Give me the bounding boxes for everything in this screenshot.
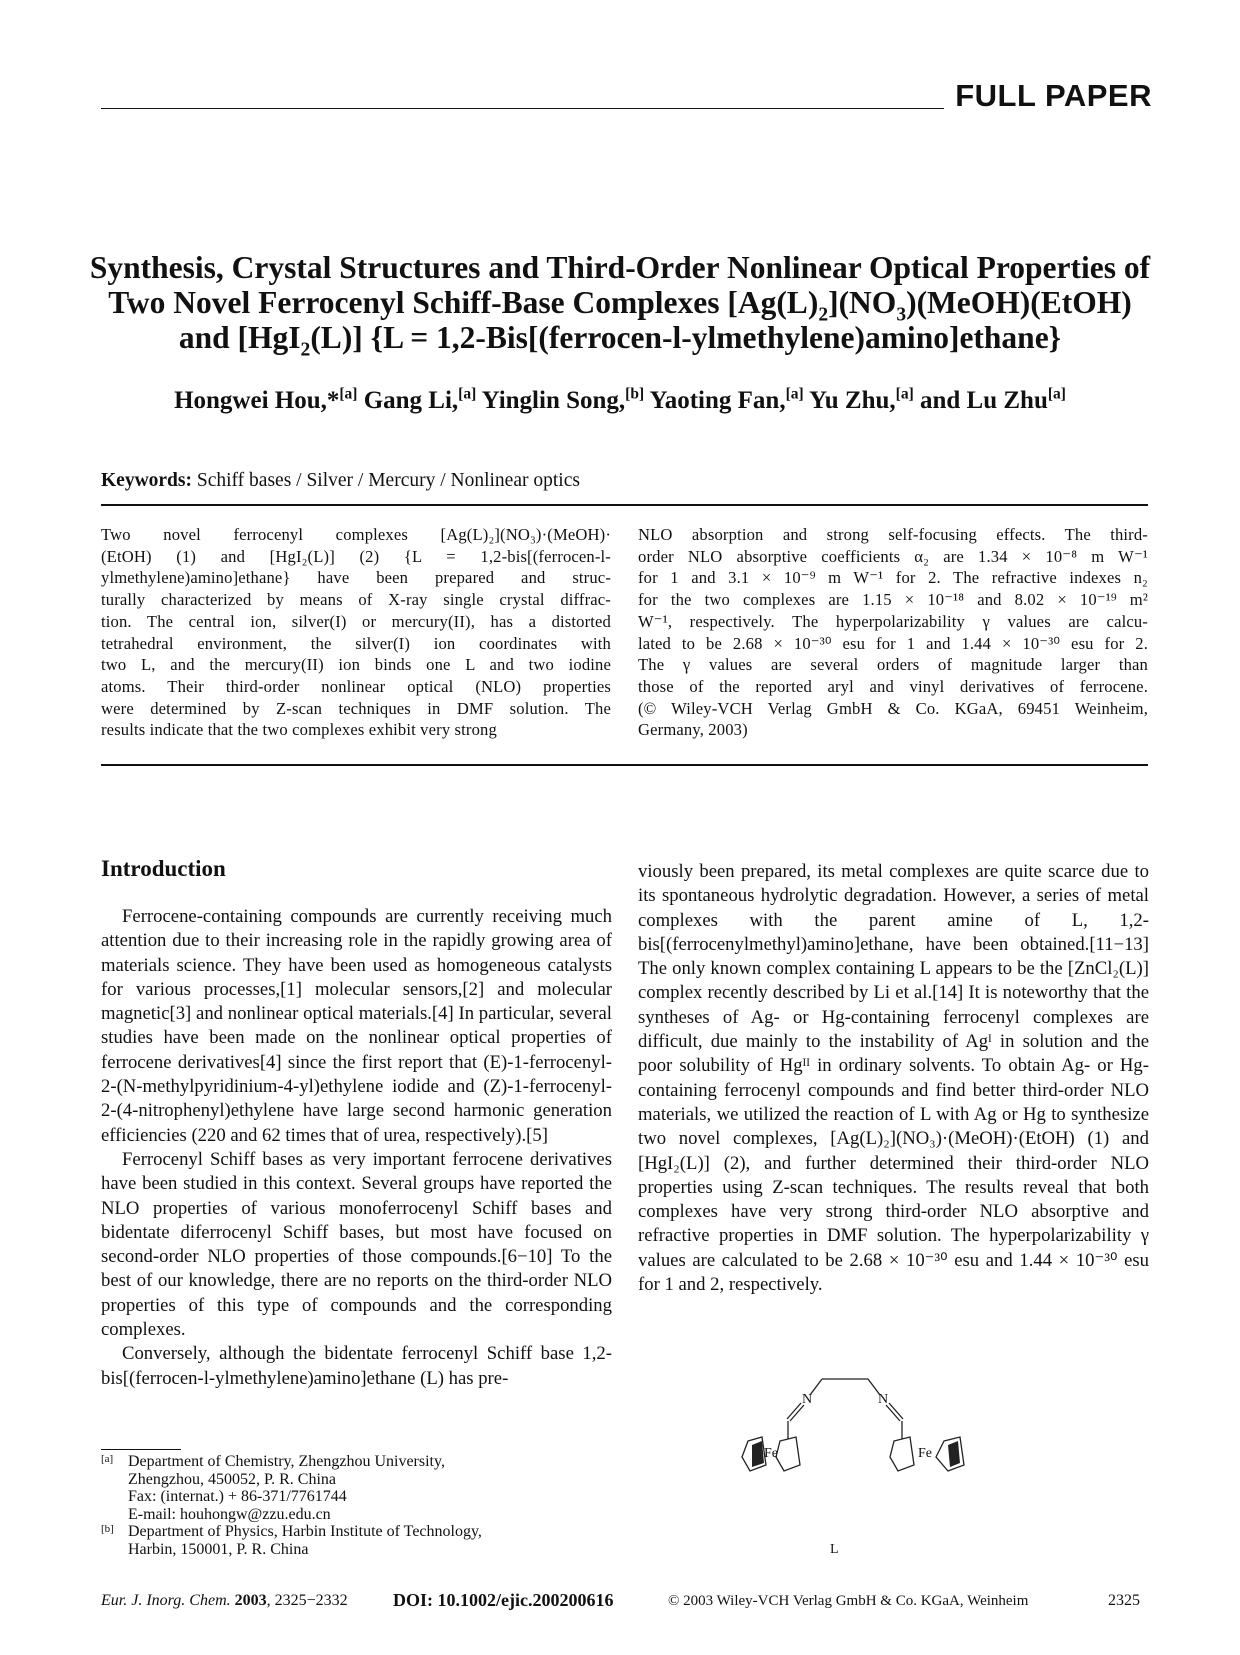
body-left-column (101, 905, 612, 1391)
abstract-line: order NLO absorptive coefficients α₂ are 1.34 × 10⁻⁸ m W⁻¹ (638, 546, 1148, 566)
atom-fe-right: Fe (918, 1446, 932, 1461)
body-paragraph: Ferrocenyl Schiff bases as very important ferrocene derivatives have been studied in this context. Several groups have reported the NLO properties of various monoferrocenyl Schiff bases and bidentate diferrocenyl Schiff bases, but most have focused on second-order NLO properties of those compounds.[6−10] To the best of our knowledge, there are no reports on the third-order NLO properties of this type of compounds and the corresponding complexes. (101, 1148, 612, 1341)
footer-doi: DOI: 10.1002/ejic.200200616 (393, 1590, 614, 1610)
abstract-line: were determined by Z-scan techniques in DMF solution. The (101, 698, 611, 718)
footer-page-number: 2325 (1108, 1592, 1140, 1609)
footnote (101, 1453, 621, 1523)
ligand-structure-diagram (764, 1375, 1020, 1560)
abstract-line: for the two complexes are 1.15 × 10⁻¹⁸ and 8.02 × 10⁻¹⁹ m² (638, 590, 1148, 610)
footer-copyright: © 2003 Wiley-VCH Verlag GmbH & Co. KGaA, Weinheim (668, 1593, 1029, 1609)
header-rule (101, 108, 944, 109)
abstract-line: tion. The central ion, silver(I) or mercury(II), has a distorted (101, 611, 611, 631)
footnote (101, 1523, 621, 1558)
body-paragraph: Ferrocene-containing compounds are currently receiving much attention due to their increasing role in the rapidly growing area of materials science. They have been used as homogeneous catalysts for various processes,[1] molecular sensors,[2] and molecular magnetic[3] and nonlinear optical materials.[4] In particular, several studies have been made on the nonlinear optical properties of ferrocene derivatives[4] since the first report that (E)-1-ferrocenyl-2-(N-methylpyridinium-4-yl)ethylene iodide and (Z)-1-ferrocenyl-2-(4-nitrophenyl)ethylene have large second harmonic generation efficiencies (220 and 62 times that of urea, respectively).[5] (101, 906, 612, 1146)
atom-fe-left: Fe (764, 1446, 778, 1461)
atom-n-right: N (878, 1392, 889, 1407)
abstract-left-column (101, 524, 611, 741)
author-name: Lu Zhu (966, 387, 1048, 414)
body-right-column (638, 860, 1149, 1297)
body-paragraph: viously been prepared, its metal complexes are quite scarce due to its spontaneous hydrolytic degradation. However, a series of metal complexes with the parent amine of L, 1,2-bis[(ferrocenylmethyl)amino]ethane, have been obtained.[11−13] The only known complex containing L appears to be the [ZnCl₂(L)] complex recently described by Li et al.[14] It is noteworthy that the syntheses of Ag- or Hg-containing ferrocenyl complexes are difficult, due mainly to the instability of Agᴵ in solution and the poor solubility of Hgᴵᴵ in ordinary solvents. To obtain Ag- or Hg-containing ferrocenyl compounds and find better third-order NLO materials, we utilized the reaction of L with Ag or Hg to synthesize two novel complexes, [Ag(L)₂](NO₃)·(MeOH)·(EtOH) (1) and [HgI₂(L)] (2), and further determined their third-order NLO properties using Z-scan techniques. The results reveal that both complexes have very strong third-order NLO absorptive and refractive properties in DMF solution. The hyperpolarizability γ values are calculated to be 2.68 × 10⁻³⁰ esu and 1.44 × 10⁻³⁰ esu for 1 and 2, respectively. (638, 861, 1149, 1296)
keywords (101, 470, 580, 492)
abstract-top-rule (101, 504, 1148, 506)
structure-label: L (830, 1542, 839, 1557)
author-list: Hongwei Hou,*[a] Gang Li,[a] Yinglin Song,[b] Yaoting Fan,[a] Yu Zhu,[a] and Lu Zhu[a] (174, 385, 1066, 414)
abstract-line: results indicate that the two complexes exhibit very strong (101, 720, 497, 740)
abstract-line: NLO absorption and strong self-focusing effects. The third- (638, 525, 1148, 544)
paper-title (80, 250, 1160, 361)
author-affiliation-mark: [a] (1047, 385, 1066, 403)
footnote-mark: [a] (101, 1453, 114, 1465)
author-name: Yaoting Fan, (649, 387, 786, 414)
author-affiliation-mark: [a] (458, 385, 477, 403)
section-heading-introduction: Introduction (101, 856, 226, 881)
footnote-line: Zhengzhou, 450052, P. R. China (128, 1470, 336, 1488)
body-paragraph: Conversely, although the bidentate ferrocenyl Schiff base 1,2-bis[(ferrocen-l-ylmethylene)amino]ethane (L) has pre- (101, 1343, 612, 1389)
abstract-line: turally characterized by means of X-ray single crystal diffrac- (101, 590, 611, 610)
footnote-mark: [b] (101, 1523, 114, 1535)
footnote-line: Fax: (internat.) + 86-371/7761744 (128, 1488, 347, 1505)
abstract-line: The γ values are several orders of magnitude larger than (638, 655, 1148, 675)
footnote-line: Department of Chemistry, Zhengzhou University, (128, 1453, 445, 1470)
abstract-line: (EtOH) (1) and [HgI₂(L)] (2) {L = 1,2-bis[(ferrocen-l- (101, 546, 611, 566)
author-name: Yu Zhu, (809, 387, 896, 414)
abstract-line: Germany, 2003) (638, 720, 748, 740)
footnote-line: Department of Physics, Harbin Institute of Technology, (128, 1523, 482, 1540)
author-affiliation-mark: [b] (625, 385, 645, 403)
footnote-rule (101, 1449, 181, 1450)
author-affiliation-mark: [a] (895, 385, 914, 403)
title-line-1: Synthesis, Crystal Structures and Third-Order Nonlinear Optical Properties of (89, 250, 1151, 285)
abstract-line: lated to be 2.68 × 10⁻³⁰ esu for 1 and 1.44 × 10⁻³⁰ esu for 2. (638, 633, 1148, 653)
atom-n-left: N (802, 1392, 813, 1407)
abstract-line: (© Wiley-VCH Verlag GmbH & Co. KGaA, 69451 Weinheim, (638, 698, 1148, 718)
abstract-line: two L, and the mercury(II) ion binds one L and two iodine (101, 655, 611, 675)
abstract-line: tetrahedral environment, the silver(I) ion coordinates with (101, 633, 611, 653)
abstract-line: those of the reported aryl and vinyl derivatives of ferrocene. (638, 676, 1148, 696)
author-name: Gang Li, (363, 387, 459, 414)
abstract-line: atoms. Their third-order nonlinear optical (NLO) properties (101, 676, 611, 696)
footnote-line: Harbin, 150001, P. R. China (128, 1540, 309, 1558)
footer-journal: Eur. J. Inorg. Chem. 2003, 2325−2332 (101, 1592, 348, 1609)
section-label: FULL PAPER (955, 78, 1152, 113)
abstract-line: Two novel ferrocenyl complexes [Ag(L)₂](NO₃)·(MeOH)· (101, 525, 611, 544)
abstract-right-column (638, 524, 1148, 741)
abstract-line: ylmethylene)amino]ethane} have been prepared and struc- (101, 568, 611, 588)
abstract-line: for 1 and 3.1 × 10⁻⁹ m W⁻¹ for 2. The refractive indexes n₂ (638, 568, 1148, 588)
title-line-2: Two Novel Ferrocenyl Schiff-Base Complexes $[Ag(L)_2](NO_3)(MeOH)(EtOH)$ (108, 285, 1132, 326)
author-affiliation-mark: [a] (339, 385, 358, 403)
abstract-bottom-rule (101, 764, 1148, 766)
author-affiliation-mark: [a] (785, 385, 804, 403)
author-name: Yinglin Song, (481, 387, 626, 414)
keywords-label: Keywords: (101, 470, 192, 491)
abstract-line: W⁻¹, respectively. The hyperpolarizability γ values are calcu- (638, 611, 1148, 631)
author-name: Hongwei Hou,* (174, 387, 340, 414)
affiliation-footnotes (101, 1453, 621, 1558)
footnote-line: E-mail: houhongw@zzu.edu.cn (128, 1505, 331, 1523)
title-line-3: and [HgI$_2$(L)] {L = 1,2-Bis[(ferrocen-l-ylmethylene)amino]ethane} (178, 320, 1062, 361)
keywords-text: Schiff bases / Silver / Mercury / Nonlinear optics (196, 470, 580, 491)
